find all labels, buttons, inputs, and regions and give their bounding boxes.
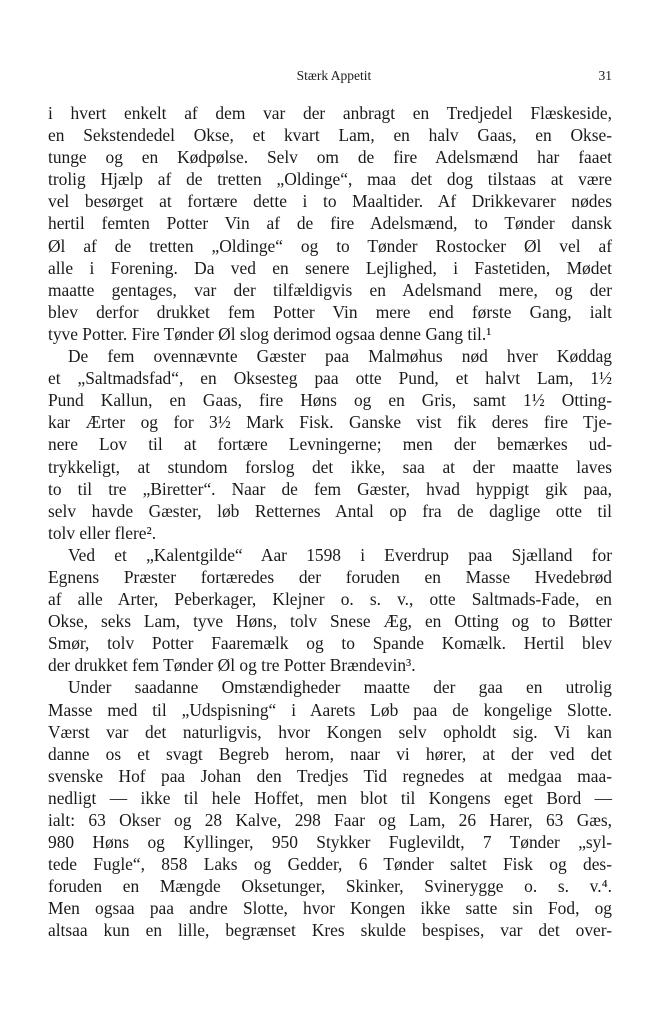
text-line: tunge og en Kødpølse. Selv om de fire Adelsmænd har faaet: [48, 147, 612, 168]
text-line: maatte gentages, var der tilfældigvis en Adelsmand mere, og der: [48, 279, 612, 300]
text-line: Ved et „Kalentgilde“ Aar 1598 i Everdrup paa Sjælland for: [68, 544, 612, 565]
text-line: svenske Hof paa Johan den Tredjes Tid regnedes at medgaa maa-: [48, 765, 612, 786]
text-line: tolv eller flere².: [48, 522, 157, 543]
text-line: tyve Potter. Fire Tønder Øl slog derimod ogsaa denne Gang til.¹: [48, 323, 492, 344]
text-line: Egnens Præster fortæredes der foruden en Masse Hvedebrød: [48, 566, 612, 587]
text-line: vel besørget at fortære dette i to Maaltider. Af Drikkevarer nødes: [48, 191, 612, 212]
text-line: i hvert enkelt af dem var der anbragt en Tredjedel Flæskeside,: [48, 103, 612, 123]
text-line: Værst var det naturligvis, hvor Kongen selv opholdt sig. Vi kan: [48, 721, 612, 742]
text-line: tede Fugle“, 858 Laks og Gedder, 6 Tønder saltet Fisk og des-: [48, 854, 612, 875]
text-line: ialt: 63 Okser og 28 Kalve, 298 Faar og Lam, 26 Harer, 63 Gæs,: [48, 810, 612, 830]
text-line: to til tre „Biretter“. Naar de fem Gæster, hvad hyppigt gik paa,: [48, 478, 612, 499]
text-line: De fem ovennævnte Gæster paa Malmøhus nød hver Køddag: [68, 346, 612, 367]
text-line: hertil femten Potter Vin af de fire Adelsmænd, to Tønder dansk: [48, 213, 612, 234]
text-line: alle i Forening. Da ved en senere Lejlighed, i Fastetiden, Mødet: [48, 257, 612, 278]
text-line: nere Lov til at fortære Levningerne; men der bemærkes ud-: [48, 434, 612, 455]
page-number: 31: [598, 68, 612, 83]
text-line: en Sekstendedel Okse, et kvart Lam, en halv Gaas, en Okse-: [48, 125, 612, 146]
text-line: nedligt — ikke til hele Hoffet, men blot til Kongens eget Bord —: [48, 787, 612, 808]
text-line: kar Ærter og for 3½ Mark Fisk. Ganske vist fik deres fire Tje-: [48, 412, 612, 433]
text-line: Øl af de tretten „Oldinge“ og to Tønder Rostocker Øl vel af: [48, 235, 612, 256]
text-line: Smør, tolv Potter Faaremælk og to Spande Komælk. Hertil blev: [48, 633, 612, 654]
body-text: [48, 102, 612, 942]
text-line: trykkeligt, at stundom forslog det ikke, saa at der maatte laves: [48, 456, 612, 477]
text-line: selv havde Gæster, løb Retternes Antal op fra de daglige otte til: [48, 500, 612, 521]
text-line: trolig Hjælp af de tretten „Oldinge“, maa det dog tilstaas at være: [48, 169, 612, 190]
text-line: et „Saltmadsfad“, en Oksesteg paa otte Pund, et halvt Lam, 1½: [48, 368, 612, 389]
text-line: der drukket fem Tønder Øl og tre Potter Brændevin³.: [48, 655, 416, 676]
text-line: foruden en Mængde Oksetunger, Skinker, Svinerygge o. s. v.⁴.: [48, 876, 612, 897]
text-line: Men ogsaa paa andre Slotte, hvor Kongen ikke satte sin Fod, og: [48, 898, 612, 919]
text-line: Under saadanne Omstændigheder maatte der gaa en utrolig: [68, 677, 612, 698]
text-line: 980 Høns og Kyllinger, 950 Stykker Fuglevildt, 7 Tønder „syl-: [48, 832, 612, 853]
text-line: danne os et svagt Begreb herom, naar vi hører, at der ved det: [48, 743, 612, 764]
text-line: altsaa kun en lille, begrænset Kres skulde bespises, var det over-: [48, 920, 612, 941]
text-line: af alle Arter, Peberkager, Klejner o. s. v., otte Saltmads-Fade, en: [48, 589, 612, 610]
running-head: [48, 68, 620, 88]
text-line: Pund Kallun, en Gaas, fire Høns og en Gris, samt 1½ Otting-: [48, 390, 612, 411]
text-line: blev derfor drukket fem Potter Vin mere end første Gang, ialt: [48, 301, 612, 322]
text-line: Okse, seks Lam, tyve Høns, tolv Snese Æg, en Otting og to Bøtter: [48, 611, 612, 632]
running-title: Stærk Appetit: [296, 68, 372, 83]
text-line: Masse med til „Udspisning“ i Aarets Løb paa de kongelige Slotte.: [48, 699, 612, 720]
